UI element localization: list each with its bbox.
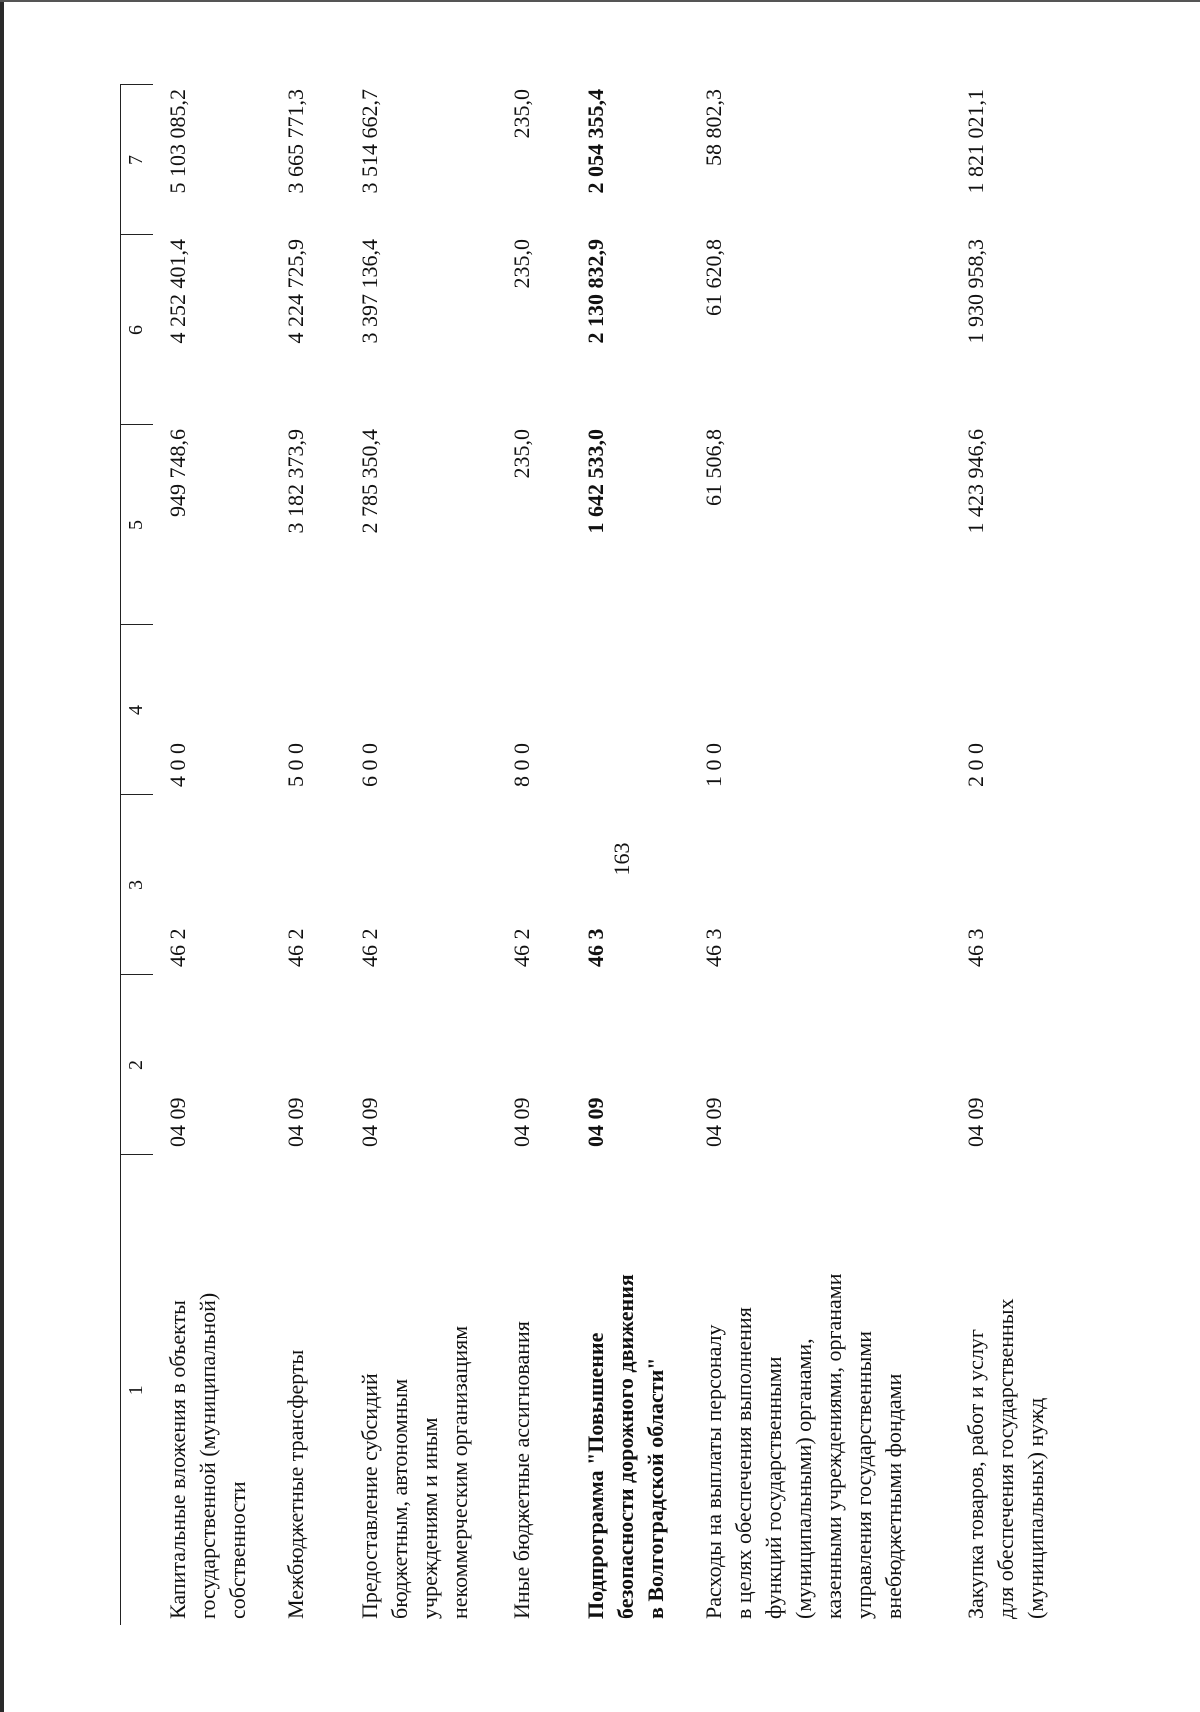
value-col7-cell: 58 802,3 (701, 89, 726, 166)
row-name-line: казенными учреждениями, органами (821, 1273, 846, 1619)
row-name-line: собственности (225, 1481, 250, 1619)
section-code-cell: 04 09 (963, 1097, 988, 1147)
row-name-line: внебюджетными фондами (881, 1373, 906, 1619)
row-name-line: (муниципальными) органами, (791, 1338, 816, 1619)
value-col5-cell: 3 182 373,9 (283, 429, 308, 534)
row-name-line: безопасности дорожного движения (613, 1274, 638, 1619)
program-code-cell: 46 2 (283, 928, 308, 967)
row-name-cell (153, 1155, 271, 1625)
header-cell: 4 (121, 625, 154, 795)
table-row (271, 85, 345, 1625)
expense-type-cell (571, 625, 689, 795)
section-code-cell: 04 09 (701, 1097, 726, 1147)
header-cell: 2 (121, 975, 154, 1155)
expense-type-cell: 4 0 0 (165, 743, 190, 787)
value-col7-cell: 1 821 021,1 (963, 89, 988, 194)
row-name-line: (муниципальных) нужд (1023, 1397, 1048, 1619)
value-col5-cell: 949 748,6 (165, 429, 190, 517)
program-code-cell: 46 3 (583, 928, 608, 967)
table-row (571, 85, 689, 1625)
table-row (345, 85, 497, 1625)
value-col7-cell: 5 103 085,2 (165, 89, 190, 194)
header-cell: 7 (121, 85, 154, 235)
program-code-cell: 46 2 (357, 928, 382, 967)
row-name-line: Иные бюджетные ассигнования (509, 1321, 534, 1619)
value-col6-cell: 235,0 (509, 239, 534, 289)
table-row (497, 85, 571, 1625)
row-name-cell (271, 1155, 345, 1625)
section-code-cell: 04 09 (357, 1097, 382, 1147)
table-row (689, 85, 951, 1625)
row-name-line: некоммерческим организациям (447, 1325, 472, 1619)
expense-type-cell: 8 0 0 (509, 743, 534, 787)
table-header-row (121, 85, 154, 1625)
value-col6-cell: 1 930 958,3 (963, 239, 988, 344)
row-name-line: в Волгоградской области" (643, 1357, 668, 1619)
program-code-cell: 46 2 (165, 928, 190, 967)
row-name-line: Расходы на выплаты персоналу (701, 1324, 726, 1619)
row-name-line: бюджетным, автономным (387, 1378, 412, 1619)
row-name-line: управления государственными (851, 1330, 876, 1619)
value-col6-cell: 4 252 401,4 (165, 239, 190, 344)
header-cell: 5 (121, 425, 154, 625)
section-code-cell: 04 09 (583, 1097, 608, 1147)
value-col7-cell: 3 665 771,3 (283, 89, 308, 194)
row-name-cell (689, 1155, 951, 1625)
value-col5-cell: 2 785 350,4 (357, 429, 382, 534)
value-col5-cell: 1 642 533,0 (583, 429, 608, 534)
value-col5-cell: 235,0 (509, 429, 534, 479)
program-code-cell: 46 3 (701, 928, 726, 967)
page-number: 163 (609, 842, 634, 876)
program-code-cell: 46 2 (509, 928, 534, 967)
value-col7-cell: 2 054 355,4 (583, 89, 608, 194)
row-name-cell (497, 1155, 571, 1625)
section-code-cell: 04 09 (283, 1097, 308, 1147)
value-col5-cell: 61 506,8 (701, 429, 726, 506)
value-col7-cell: 235,0 (509, 89, 534, 139)
expense-type-cell: 6 0 0 (357, 743, 382, 787)
scan-top-edge (0, 0, 1200, 2)
rotated-page (80, 60, 1120, 1660)
table-row (951, 85, 1061, 1625)
row-name-line: функций государственными (761, 1356, 786, 1619)
row-name-line: Предоставление субсидий (357, 1373, 382, 1619)
row-name-cell (571, 1155, 689, 1625)
value-col6-cell: 2 130 832,9 (583, 239, 608, 344)
row-name-line: Межбюджетные трансферты (283, 1349, 308, 1619)
row-name-line: Капитальные вложения в объекты (165, 1300, 190, 1619)
row-name-line: учреждениям и иным (417, 1417, 442, 1619)
header-cell: 1 (121, 1155, 154, 1625)
section-code-cell: 04 09 (509, 1097, 534, 1147)
expense-type-cell: 2 0 0 (963, 743, 988, 787)
budget-table (120, 85, 1061, 1626)
header-cell: 3 (121, 795, 154, 975)
value-col5-cell: 1 423 946,6 (963, 429, 988, 534)
scan-left-edge (0, 0, 4, 1712)
value-col6-cell: 4 224 725,9 (283, 239, 308, 344)
row-name-line: государственной (муниципальной) (195, 1292, 220, 1619)
row-name-line: Закупка товаров, работ и услуг (963, 1329, 988, 1619)
value-col6-cell: 61 620,8 (701, 239, 726, 316)
program-code-cell: 46 3 (963, 928, 988, 967)
value-col6-cell: 3 397 136,4 (357, 239, 382, 344)
row-name-line: в целях обеспечения выполнения (731, 1307, 756, 1619)
expense-type-cell: 5 0 0 (283, 743, 308, 787)
row-name-cell (345, 1155, 497, 1625)
expense-type-cell: 1 0 0 (701, 743, 726, 787)
value-col7-cell: 3 514 662,7 (357, 89, 382, 194)
row-name-line: Подпрограмма "Повышение (583, 1332, 608, 1619)
section-code-cell: 04 09 (165, 1097, 190, 1147)
header-cell: 6 (121, 235, 154, 425)
table-row (153, 85, 271, 1625)
row-name-cell (951, 1155, 1061, 1625)
row-name-line: для обеспечения государственных (993, 1298, 1018, 1619)
